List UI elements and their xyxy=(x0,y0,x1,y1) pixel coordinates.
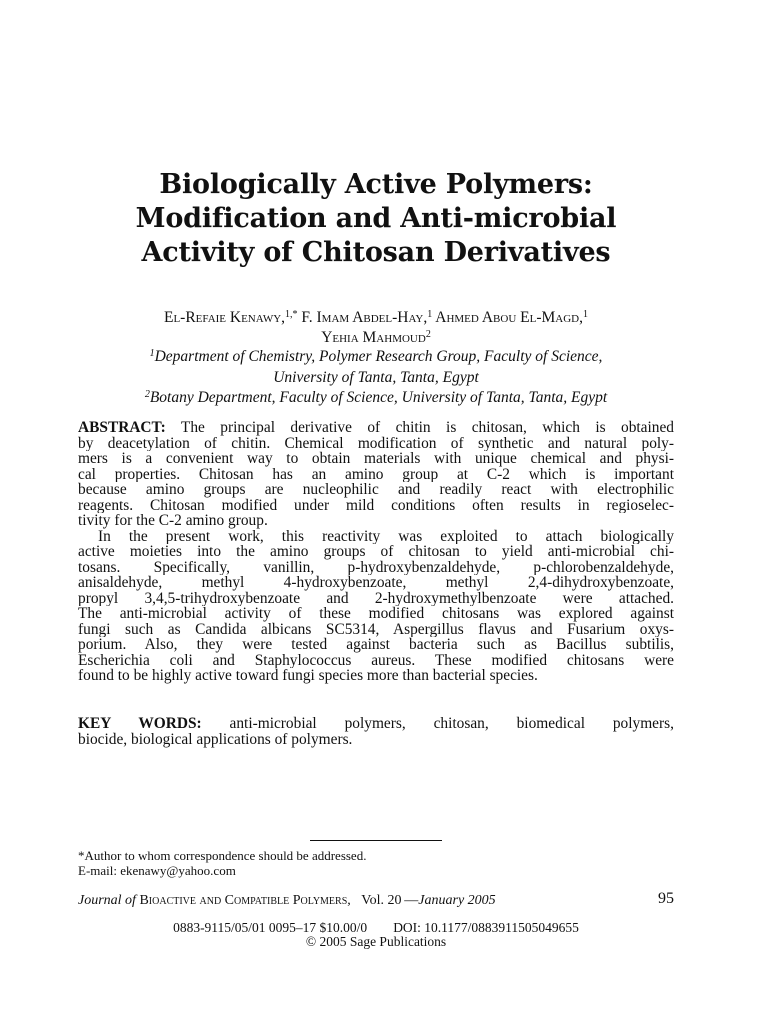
affiliation-2-text: Botany Department, Faculty of Science, University of Tanta, Tanta, Egypt xyxy=(149,389,608,406)
author-abou-el-magd-sup: 1 xyxy=(583,309,588,320)
keywords-text-1: anti-microbial polymers, chitosan, biomedical polymers, xyxy=(201,715,674,732)
abstract-line-12: propyl 3,4,5-trihydroxybenzoate and 2-hydroxymethylbenzoate were attached. xyxy=(78,590,674,606)
author-kenawy: El-Refaie Kenawy, xyxy=(163,309,286,326)
affiliation-1-text: Department of Chemistry, Polymer Research Group, Faculty of Science, xyxy=(154,348,603,365)
affiliation-2-line-1 xyxy=(78,388,674,409)
abstract-line-14: fungi such as Candida albicans SC5314, Aspergillus flavus and Fusarium oxys- xyxy=(78,621,674,637)
journal-volume: Vol. 20 xyxy=(361,893,402,908)
title-line-2: Modification and Anti-microbial xyxy=(135,203,617,234)
journal-prefix: Journal of xyxy=(78,893,140,908)
journal-date: January 2005 xyxy=(418,893,496,908)
author-abou-el-magd: Ahmed Abou El-Magd, xyxy=(432,309,583,326)
author-abdel-hay-sup: 1 xyxy=(427,309,433,320)
abstract-line-4: cal properties. Chitosan has an amino group at C-2 which is important xyxy=(78,466,674,482)
affiliation-1-line-2: University of Tanta, Tanta, Egypt xyxy=(273,368,479,386)
affiliation-2-sup: 2 xyxy=(144,389,150,400)
publication-info xyxy=(78,921,674,949)
abstract-line-2: by deacetylation of chitin. Chemical modification of synthetic and natural poly- xyxy=(78,435,674,451)
abstract-line-5: because amino groups are nucleophilic and readily react with electrophilic xyxy=(78,482,674,498)
abstract-line-10: tosans. Specifically, vanillin, p-hydroxybenzaldehyde, p-chlorobenzaldehyde, xyxy=(78,559,674,575)
keywords-label: KEY WORDS: xyxy=(78,715,202,732)
page-number: 95 xyxy=(658,890,674,907)
affiliation-1-sup: 1 xyxy=(149,348,155,359)
author-kenawy-sup: 1,* xyxy=(285,309,298,320)
affiliation-1-line-1 xyxy=(78,347,674,368)
abstract-line-17: found to be highly active toward fungi species more than bacterial species. xyxy=(78,668,538,684)
journal-footer: Journal of Bioactive and Compatible Polymers, Vol. 20 —January 2005 xyxy=(78,893,496,908)
abstract-line-9: active moieties into the amino groups of chitosan to yield anti-microbial chi- xyxy=(78,544,674,560)
copyright: © 2005 Sage Publications xyxy=(305,934,447,949)
abstract-line-8: In the present work, this reactivity was exploited to attach biologically xyxy=(98,528,674,544)
keywords-line-1 xyxy=(78,716,674,732)
footnote-email: E-mail: ekenawy@yahoo.com xyxy=(78,863,236,878)
author-line-2 xyxy=(78,328,674,348)
abstract-line-3: mers is a convenient way to obtain materials with unique chemical and physi- xyxy=(78,451,674,467)
footnote-correspondence: *Author to whom correspondence should be addressed. xyxy=(78,848,367,863)
author-mahmoud-sup: 2 xyxy=(425,329,431,340)
abstract xyxy=(78,420,674,684)
author-list xyxy=(78,308,674,348)
keywords-line-2: biocide, biological applications of polymers. xyxy=(78,731,353,748)
issn-price: 0883-9115/05/01 0095–17 $10.00/0 xyxy=(173,920,368,935)
paper-page xyxy=(78,0,674,1024)
author-abdel-hay: F. Imam Abdel-Hay, xyxy=(297,309,428,326)
footnotes xyxy=(78,848,674,878)
abstract-line-11: anisaldehyde, methyl 4-hydroxybenzoate, methyl 2,4-dihydroxybenzoate, xyxy=(78,575,674,591)
abstract-line-13: The anti-microbial activity of these modified chitosans was explored against xyxy=(78,606,674,622)
doi: DOI: 10.1177/0883911505049655 xyxy=(393,920,579,935)
author-mahmoud: Yehia Mahmoud xyxy=(321,329,426,346)
abstract-text: The principal derivative of chitin is chitosan, which is obtained xyxy=(165,420,674,436)
pubinfo-row-1 xyxy=(78,921,674,935)
paper-title xyxy=(78,168,674,270)
abstract-line-15: porium. Also, they were tested against bacteria such as Bacillus subtilis, xyxy=(78,637,674,653)
journal-name: Bioactive and Compatible Polymers, xyxy=(139,893,351,908)
keywords xyxy=(78,716,674,748)
title-line-3: Activity of Chitosan Derivatives xyxy=(141,237,611,268)
title-line-1: Biologically Active Polymers: xyxy=(159,169,593,200)
abstract-label: ABSTRACT: xyxy=(78,420,166,436)
footnote-divider xyxy=(310,840,442,841)
affiliations xyxy=(78,347,674,409)
abstract-line-16: Escherichia coli and Staphylococcus aureus. These modified chitosans were xyxy=(78,652,674,668)
author-line-1 xyxy=(78,308,674,328)
abstract-line-1 xyxy=(78,420,674,436)
abstract-line-6: reagents. Chitosan modified under mild conditions often results in regioselec- xyxy=(78,497,674,513)
abstract-line-7: tivity for the C-2 amino group. xyxy=(78,513,268,529)
